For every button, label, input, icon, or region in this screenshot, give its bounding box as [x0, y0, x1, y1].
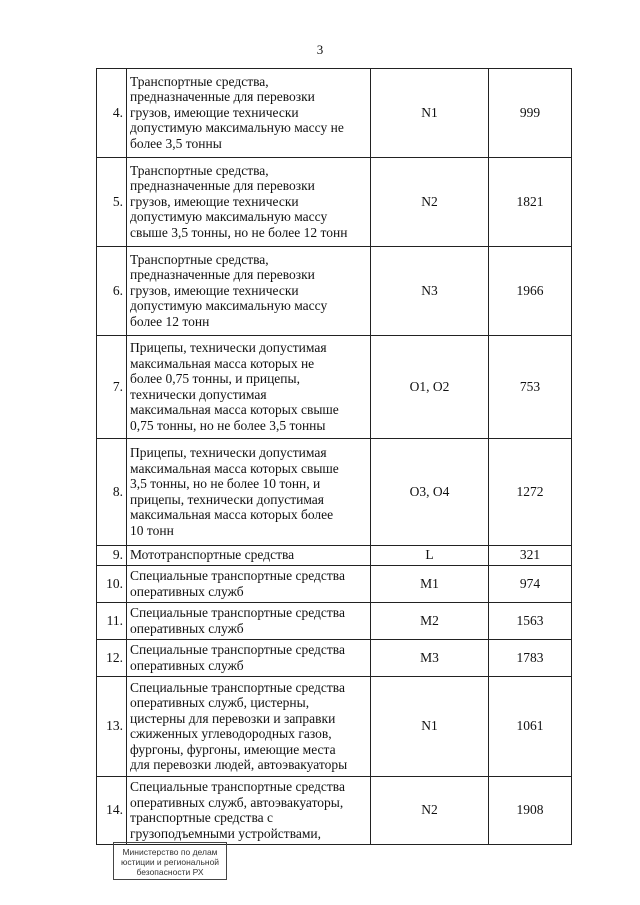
row-value: 1966	[489, 247, 572, 336]
row-description: Специальные транспортные средства оперативных служб	[127, 603, 371, 640]
row-description: Специальные транспортные средства оперативных служб, автоэвакуаторы, транспортные средства с грузоподъемными устройствами,	[127, 777, 371, 845]
row-value: 321	[489, 546, 572, 566]
row-category: N2	[371, 158, 489, 247]
row-description: Специальные транспортные средства оперативных служб, цистерны, цистерны для перевозки и заправки сжиженных углеводородных газов, фургоны, фургоны, имеющие места для перевозки людей, автоэвакуаторы	[127, 677, 371, 777]
table-row	[97, 640, 572, 677]
row-description: Транспортные средства, предназначенные для перевозки грузов, имеющие технически допустимую максимальную массу свыше 3,5 тонны, но не более 12 тонн	[127, 158, 371, 247]
row-category: O3, O4	[371, 439, 489, 546]
row-number: 5.	[97, 158, 127, 247]
table-row	[97, 677, 572, 777]
stamp-line: Министерство по делам	[122, 847, 218, 857]
row-number: 6.	[97, 247, 127, 336]
row-category: N1	[371, 69, 489, 158]
row-category: O1, O2	[371, 336, 489, 439]
row-value: 974	[489, 566, 572, 603]
row-description: Прицепы, технически допустимая максимальная масса которых не более 0,75 тонны, и прицепы, технически допустимая максимальная масса которых свыше 0,75 тонны, но не более 3,5 тонны	[127, 336, 371, 439]
row-number: 9.	[97, 546, 127, 566]
row-category: N1	[371, 677, 489, 777]
row-value: 1908	[489, 777, 572, 845]
row-description: Транспортные средства, предназначенные для перевозки грузов, имеющие технически допустимую максимальную массу более 12 тонн	[127, 247, 371, 336]
row-number: 10.	[97, 566, 127, 603]
row-number: 11.	[97, 603, 127, 640]
stamp-line: юстиции и региональной	[120, 857, 220, 867]
ministry-stamp	[113, 842, 227, 880]
row-value: 999	[489, 69, 572, 158]
table-row	[97, 603, 572, 640]
row-number: 13.	[97, 677, 127, 777]
table-row	[97, 777, 572, 845]
row-number: 8.	[97, 439, 127, 546]
row-value: 1061	[489, 677, 572, 777]
row-value: 1821	[489, 158, 572, 247]
row-number: 14.	[97, 777, 127, 845]
row-description: Специальные транспортные средства оперативных служб	[127, 640, 371, 677]
row-description: Прицепы, технически допустимая максимальная масса которых свыше 3,5 тонны, но не более 10 тонн, и прицепы, технически допустимая максимальная масса которых более 10 тонн	[127, 439, 371, 546]
row-category: L	[371, 546, 489, 566]
table-row	[97, 546, 572, 566]
row-category: M2	[371, 603, 489, 640]
row-number: 12.	[97, 640, 127, 677]
row-description: Транспортные средства, предназначенные для перевозки грузов, имеющие технически допустимую максимальную массу не более 3,5 тонны	[127, 69, 371, 158]
tariff-table	[96, 68, 572, 845]
page-number: 3	[316, 42, 324, 57]
row-category: M3	[371, 640, 489, 677]
stamp-line: безопасности РХ	[136, 867, 204, 877]
table-row	[97, 247, 572, 336]
table-row	[97, 336, 572, 439]
table-row	[97, 439, 572, 546]
row-value: 753	[489, 336, 572, 439]
row-value: 1272	[489, 439, 572, 546]
row-value: 1563	[489, 603, 572, 640]
table-row	[97, 158, 572, 247]
row-value: 1783	[489, 640, 572, 677]
row-category: M1	[371, 566, 489, 603]
row-description: Специальные транспортные средства оперативных служб	[127, 566, 371, 603]
row-category: N3	[371, 247, 489, 336]
row-number: 4.	[97, 69, 127, 158]
table-row	[97, 566, 572, 603]
row-number: 7.	[97, 336, 127, 439]
row-category: N2	[371, 777, 489, 845]
row-description: Мототранспортные средства	[127, 546, 371, 566]
table-row	[97, 69, 572, 158]
